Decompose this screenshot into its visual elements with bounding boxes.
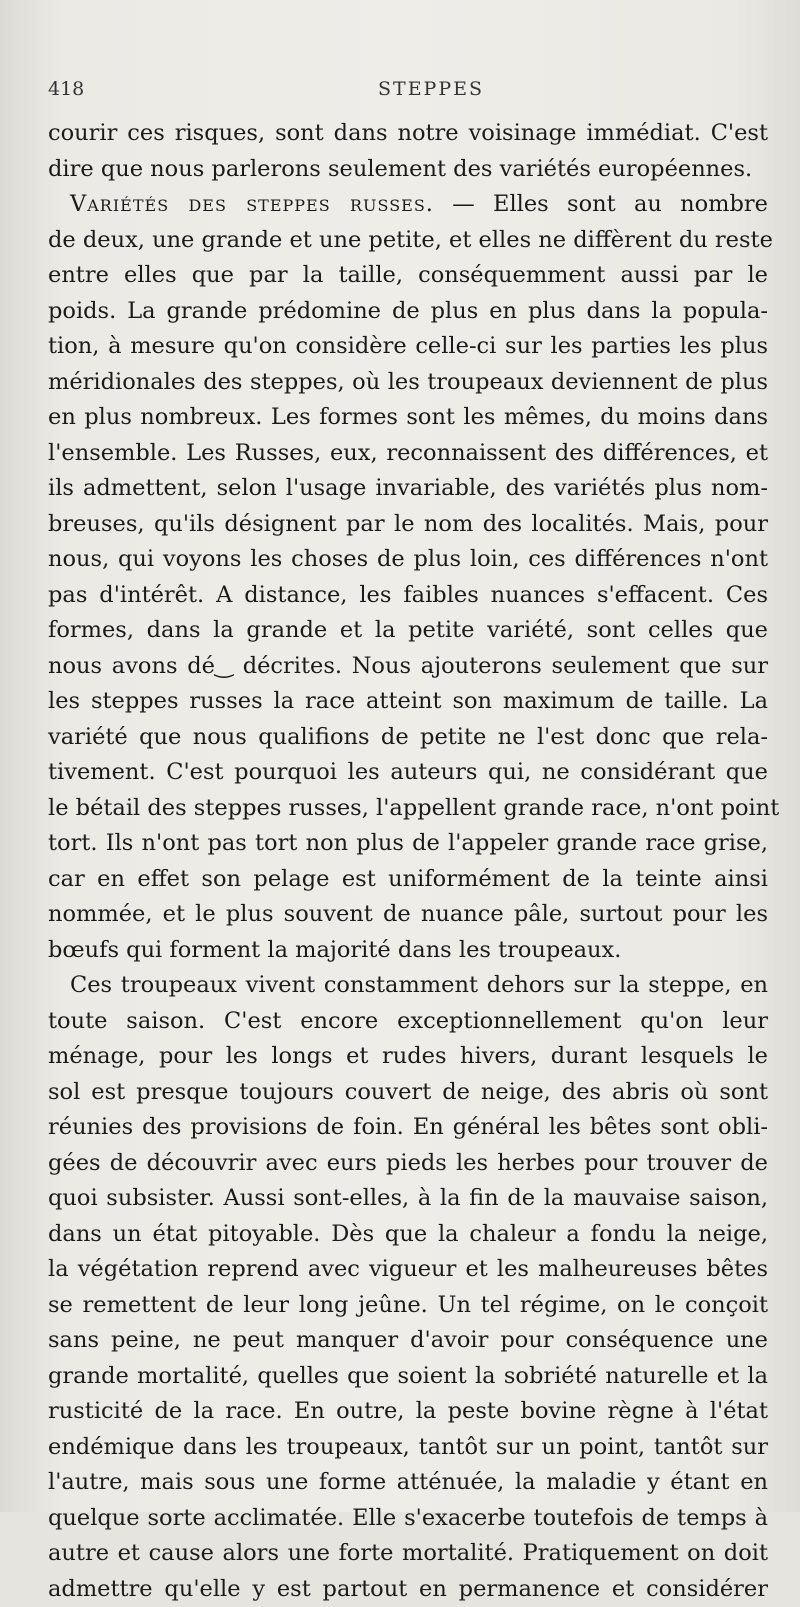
text-line: tort. Ils n'ont pas tort non plus de l'appeler grande race grise, [48, 826, 768, 862]
page-header [48, 78, 768, 110]
section-heading: Variétés des steppes russes. [70, 191, 434, 217]
text-line: dans un état pitoyable. Dès que la chaleur a fondu la neige, [48, 1217, 768, 1253]
text-line: bœufs qui forment la majorité dans les troupeaux. [48, 933, 768, 969]
body-text [48, 116, 768, 1607]
text-line: pas d'intérêt. A distance, les faibles nuances s'effacent. Ces [48, 578, 768, 614]
text-line [48, 187, 768, 223]
text-line: formes, dans la grande et la petite variété, sont celles que [48, 613, 768, 649]
text-line: gées de découvrir avec eurs pieds les herbes pour trouver de [48, 1146, 768, 1182]
text-line: méridionales des steppes, où les troupeaux deviennent de plus [48, 365, 768, 401]
text-line: les steppes russes la race atteint son maximum de taille. La [48, 684, 768, 720]
text-line: tion, à mesure qu'on considère celle-ci sur les parties les plus [48, 329, 768, 365]
text-line: car en effet son pelage est uniformément de la teinte ainsi [48, 862, 768, 898]
text-line: sans peine, ne peut manquer d'avoir pour conséquence une [48, 1323, 768, 1359]
text-line: rusticité de la race. En outre, la peste bovine règne à l'état [48, 1394, 768, 1430]
text-line: l'ensemble. Les Russes, eux, reconnaissent des différences, et [48, 436, 768, 472]
text-line: endémique dans les troupeaux, tantôt sur un point, tantôt sur [48, 1430, 768, 1466]
text-line: réunies des provisions de foin. En général les bêtes sont obli- [48, 1110, 768, 1146]
text-line: nous avons dé‿ décrites. Nous ajouterons seulement que sur [48, 649, 768, 685]
text-line: toute saison. C'est encore exceptionnellement qu'on leur [48, 1004, 768, 1040]
text-line: sol est presque toujours couvert de neige, des abris où sont [48, 1075, 768, 1111]
text-line: dire que nous parlerons seulement des variétés européennes. [48, 152, 768, 188]
heading-line-rest: — Elles sont au nombre [434, 191, 768, 217]
text-line: nous, qui voyons les choses de plus loin, ces différences n'ont [48, 542, 768, 578]
text-line: courir ces risques, sont dans notre voisinage immédiat. C'est [48, 116, 768, 152]
text-line: l'autre, mais sous une forme atténuée, la maladie y étant en [48, 1465, 768, 1501]
paragraph-3 [48, 968, 768, 1607]
text-line: quoi subsister. Aussi sont-elles, à la fin de la mauvaise saison, [48, 1181, 768, 1217]
text-line: admettre qu'elle y est partout en permanence et considérer [48, 1572, 768, 1607]
text-line: le bétail des steppes russes, l'appellent grande race, n'ont point [48, 791, 768, 827]
text-line: se remettent de leur long jeûne. Un tel régime, on le conçoit [48, 1288, 768, 1324]
text-line: variété que nous qualifions de petite ne l'est donc que rela- [48, 720, 768, 756]
page-number: 418 [48, 78, 84, 100]
text-line: poids. La grande prédomine de plus en plus dans la popula- [48, 294, 768, 330]
text-line: de deux, une grande et une petite, et elles ne diffèrent du reste [48, 223, 768, 259]
text-line: autre et cause alors une forte mortalité. Pratiquement on doit [48, 1536, 768, 1572]
text-line: entre elles que par la taille, conséquemment aussi par le [48, 258, 768, 294]
text-line: nommée, et le plus souvent de nuance pâle, surtout pour les [48, 897, 768, 933]
text-line: grande mortalité, quelles que soient la sobriété naturelle et la [48, 1359, 768, 1395]
text-line: en plus nombreux. Les formes sont les mêmes, du moins dans [48, 400, 768, 436]
paragraph-1 [48, 116, 768, 187]
text-line: tivement. C'est pourquoi les auteurs qui, ne considérant que [48, 755, 768, 791]
running-title: STEPPES [378, 78, 484, 100]
paragraph-2 [48, 187, 768, 968]
text-line: quelque sorte acclimatée. Elle s'exacerbe toutefois de temps à [48, 1501, 768, 1537]
text-line: breuses, qu'ils désignent par le nom des localités. Mais, pour [48, 507, 768, 543]
text-line: Ces troupeaux vivent constamment dehors sur la steppe, en [48, 968, 768, 1004]
text-line: ils admettent, selon l'usage invariable, des variétés plus nom- [48, 471, 768, 507]
text-line: la végétation reprend avec vigueur et les malheureuses bêtes [48, 1252, 768, 1288]
text-line: ménage, pour les longs et rudes hivers, durant lesquels le [48, 1039, 768, 1075]
